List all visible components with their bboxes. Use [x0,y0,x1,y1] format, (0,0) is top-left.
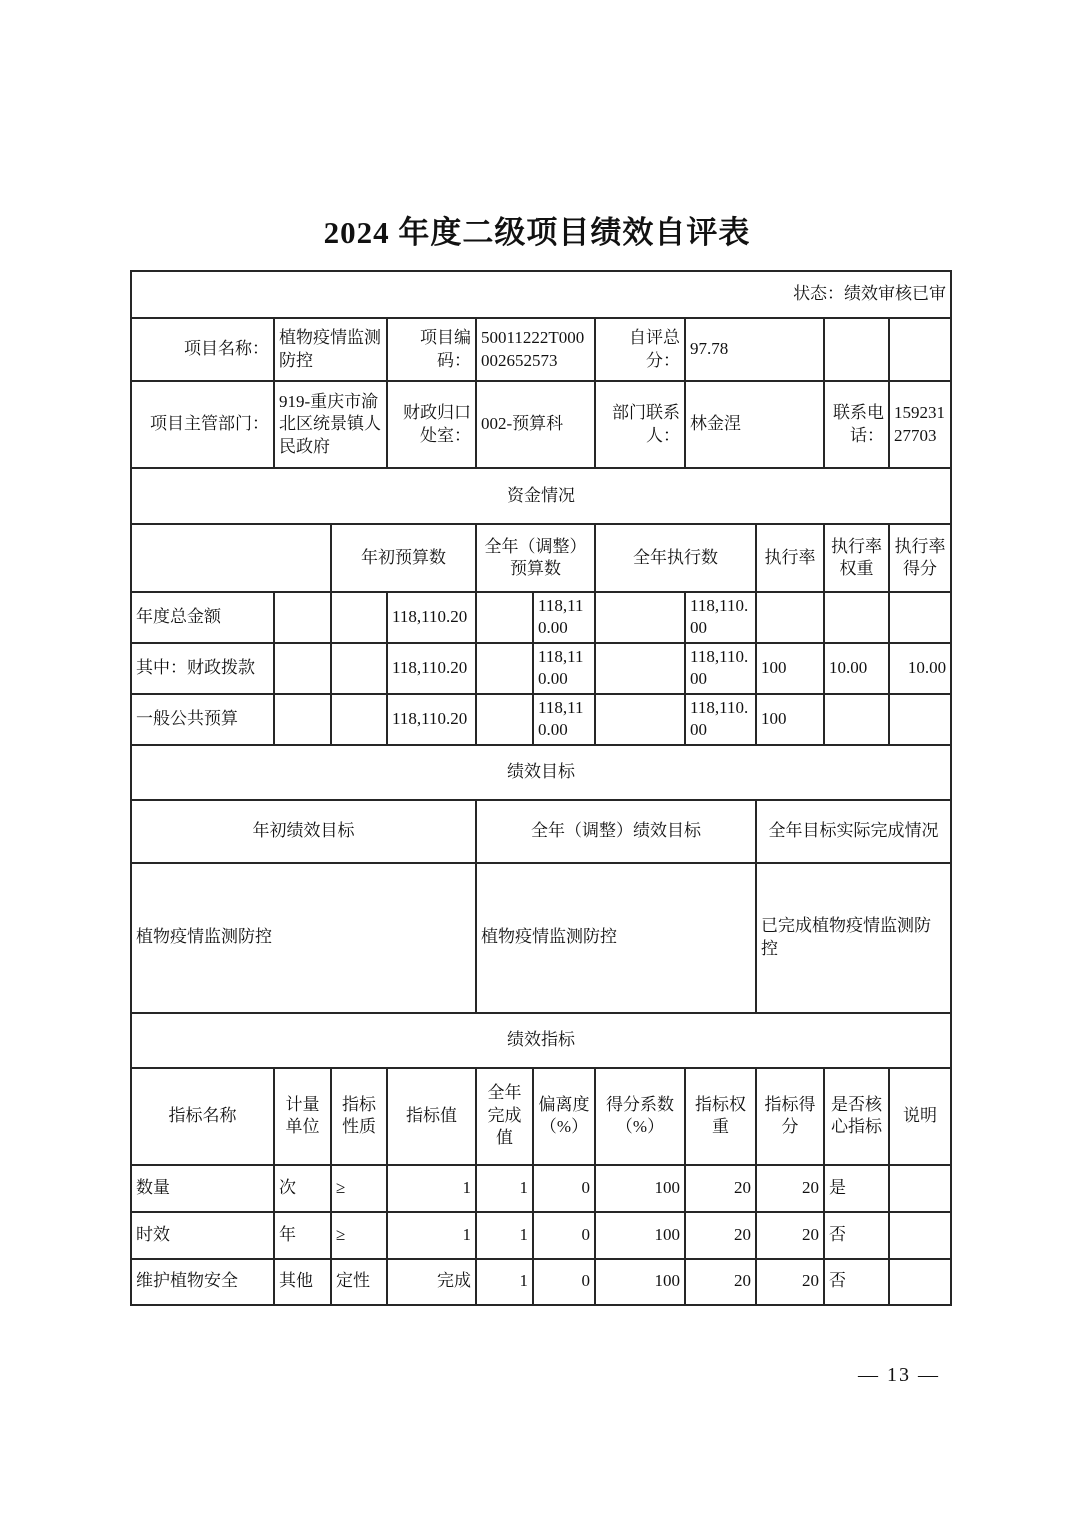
status-row [131,271,951,318]
indicator-core-flag: 否 [824,1259,889,1305]
indicator-unit: 年 [274,1212,331,1259]
funding-initial-value: 118,110.20 [387,694,476,745]
funding-rate-value [756,592,824,643]
spacer-cell [476,643,533,694]
indicator-target: 1 [387,1212,476,1259]
spacer-cell [274,694,331,745]
indicators-section-title-row [131,1013,951,1068]
funding-rate-score-value [889,694,951,745]
indicator-completed: 1 [476,1212,533,1259]
indicator-deviation: 0 [533,1259,595,1305]
project-name-value: 植物疫情监测防控 [274,318,387,381]
funding-row-label: 年度总金额 [131,592,274,643]
funding-executed-value: 118,110.00 [685,643,756,694]
funding-header-rate-weight: 执行率权重 [824,524,889,592]
indicator-header-nature: 指标性质 [331,1068,387,1165]
funding-executed-value: 118,110.00 [685,592,756,643]
indicator-header-unit: 计量单位 [274,1068,331,1165]
indicators-section-title: 绩效指标 [131,1013,951,1068]
funding-rate-weight-value [824,592,889,643]
project-info-row-1 [131,318,951,381]
indicator-header-note: 说明 [889,1068,951,1165]
status-badge: 状态：绩效审核已审 [131,271,951,318]
indicator-header-deviation: 偏离度（%） [533,1068,595,1165]
indicator-nature: ≥ [331,1212,387,1259]
project-code-label: 项目编码： [387,318,476,381]
phone-value: 15923127703 [889,381,951,468]
spacer-cell [331,592,387,643]
finance-office-label: 财政归口处室： [387,381,476,468]
spacer-cell [476,592,533,643]
empty-cell [824,318,889,381]
goals-section-title-row [131,745,951,800]
spacer-cell [476,694,533,745]
funding-header-adjusted: 全年（调整）预算数 [476,524,595,592]
spacer-cell [274,643,331,694]
goal-initial-value: 植物疫情监测防控 [131,863,476,1013]
indicator-completed: 1 [476,1165,533,1212]
self-evaluation-table [130,270,952,1306]
funding-rate-score-value: 10.00 [889,643,951,694]
funding-rate-weight-value [824,694,889,745]
indicator-header-weight: 指标权重 [685,1068,756,1165]
empty-cell [889,318,951,381]
goals-header-initial: 年初绩效目标 [131,800,476,863]
indicator-name: 数量 [131,1165,274,1212]
funding-initial-value: 118,110.20 [387,592,476,643]
indicator-score: 20 [756,1259,824,1305]
funding-section-title: 资金情况 [131,468,951,524]
goals-data-row [131,863,951,1013]
dept-label: 项目主管部门： [131,381,274,468]
indicator-row [131,1165,951,1212]
spacer-cell [331,694,387,745]
indicator-weight: 20 [685,1165,756,1212]
funding-header-initial: 年初预算数 [331,524,476,592]
funding-adjusted-value: 118,110.00 [533,592,595,643]
page-number: — 13 — [858,1364,940,1386]
indicator-score: 20 [756,1165,824,1212]
indicator-header-name: 指标名称 [131,1068,274,1165]
indicator-weight: 20 [685,1212,756,1259]
indicator-row [131,1212,951,1259]
indicator-weight: 20 [685,1259,756,1305]
spacer-cell [595,694,685,745]
goals-header-row [131,800,951,863]
indicator-core-flag: 是 [824,1165,889,1212]
indicator-header-score: 指标得分 [756,1068,824,1165]
funding-executed-value: 118,110.00 [685,694,756,745]
funding-section-title-row [131,468,951,524]
funding-header-rate: 执行率 [756,524,824,592]
funding-header-executed: 全年执行数 [595,524,756,592]
funding-rate-value: 100 [756,643,824,694]
indicator-nature: 定性 [331,1259,387,1305]
indicator-note [889,1259,951,1305]
page-title: 2024 年度二级项目绩效自评表 [323,215,751,250]
funding-initial-value: 118,110.20 [387,643,476,694]
indicator-core-flag: 否 [824,1212,889,1259]
indicators-header-row [131,1068,951,1165]
indicator-target: 1 [387,1165,476,1212]
indicator-unit: 次 [274,1165,331,1212]
funding-header-row [131,524,951,592]
funding-rate-score-value [889,592,951,643]
indicator-name: 维护植物安全 [131,1259,274,1305]
indicator-deviation: 0 [533,1212,595,1259]
indicator-note [889,1165,951,1212]
funding-adjusted-value: 118,110.00 [533,694,595,745]
finance-office-value: 002-预算科 [476,381,595,468]
contact-person-label: 部门联系人： [595,381,685,468]
indicator-header-completed: 全年完成值 [476,1068,533,1165]
indicator-header-target: 指标值 [387,1068,476,1165]
indicator-score-coef: 100 [595,1165,685,1212]
project-info-row-2 [131,381,951,468]
goal-adjusted-value: 植物疫情监测防控 [476,863,756,1013]
spacer-cell [274,592,331,643]
indicator-name: 时效 [131,1212,274,1259]
funding-row-label: 其中：财政拨款 [131,643,274,694]
spacer-cell [595,592,685,643]
funding-header-rate-score: 执行率得分 [889,524,951,592]
indicator-header-core: 是否核心指标 [824,1068,889,1165]
funding-adjusted-value: 118,110.00 [533,643,595,694]
goals-header-actual: 全年目标实际完成情况 [756,800,951,863]
funding-row-public-budget [131,694,951,745]
indicator-row [131,1259,951,1305]
funding-row-total [131,592,951,643]
project-code-value: 50011222T000002652573 [476,318,595,381]
indicator-completed: 1 [476,1259,533,1305]
funding-rate-value: 100 [756,694,824,745]
indicator-unit: 其他 [274,1259,331,1305]
funding-rate-weight-value: 10.00 [824,643,889,694]
spacer-cell [331,643,387,694]
project-name-label: 项目名称： [131,318,274,381]
indicator-score-coef: 100 [595,1212,685,1259]
empty-cell [131,524,331,592]
dept-value: 919-重庆市渝北区统景镇人民政府 [274,381,387,468]
indicator-nature: ≥ [331,1165,387,1212]
self-score-label: 自评总分： [595,318,685,381]
phone-label: 联系电话： [824,381,889,468]
goal-actual-value: 已完成植物疫情监测防控 [756,863,951,1013]
indicator-score-coef: 100 [595,1259,685,1305]
funding-row-fiscal [131,643,951,694]
indicator-header-score-coef: 得分系数（%） [595,1068,685,1165]
funding-row-label: 一般公共预算 [131,694,274,745]
indicator-target: 完成 [387,1259,476,1305]
self-score-value: 97.78 [685,318,824,381]
contact-person-value: 林金涅 [685,381,824,468]
indicator-score: 20 [756,1212,824,1259]
goals-header-adjusted: 全年（调整）绩效目标 [476,800,756,863]
goals-section-title: 绩效目标 [131,745,951,800]
indicator-deviation: 0 [533,1165,595,1212]
spacer-cell [595,643,685,694]
indicator-note [889,1212,951,1259]
